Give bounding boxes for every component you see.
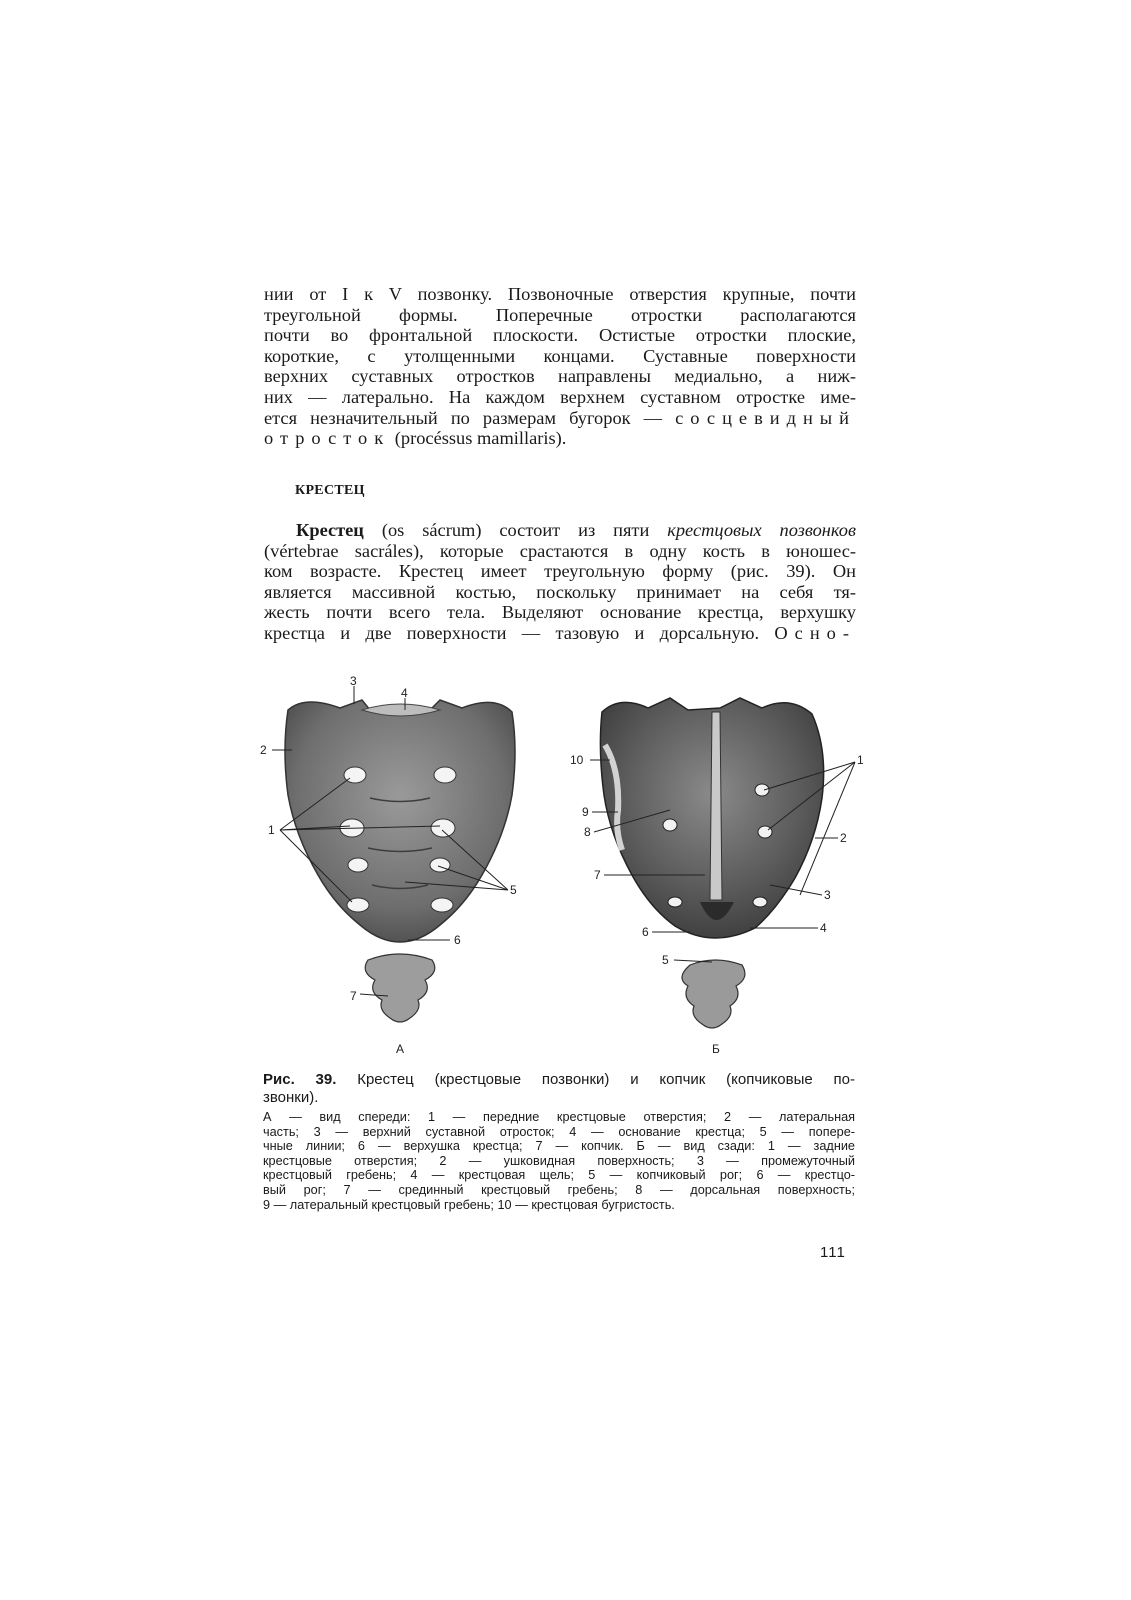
caption-line: чные линии; 6 — верхушка крестца; 7 — копчик. Б — вид сзади: 1 — задние bbox=[263, 1139, 855, 1154]
paragraph-sacrum bbox=[264, 520, 856, 644]
label-b-8: 8 bbox=[584, 825, 591, 839]
label-b-5: 5 bbox=[662, 953, 669, 967]
label-b-7: 7 bbox=[594, 868, 601, 882]
posterior-sacral-foramen bbox=[668, 897, 682, 907]
caption-line: вый рог; 7 — срединный крестцовый гребень; 8 — дорсальная поверхность; bbox=[263, 1182, 855, 1197]
label-a-7: 7 bbox=[350, 989, 357, 1003]
coccyx-back bbox=[682, 960, 745, 1028]
anterior-sacral-foramen bbox=[434, 767, 456, 783]
caption-line: 9 — латеральный крестцовый гребень; 10 — крестцовая бугристость. bbox=[263, 1197, 675, 1212]
label-b-9: 9 bbox=[582, 805, 589, 819]
view-b-letter: Б bbox=[712, 1042, 720, 1056]
caption-text: Крестец (крестцовые позвонки) и копчик (копчиковые по- bbox=[336, 1071, 855, 1088]
bold-term: Крестец bbox=[296, 520, 364, 540]
latin-term: (procéssus mamillaris). bbox=[394, 428, 567, 449]
text-fragment: ется незначительный по размерам бугорок — bbox=[264, 407, 676, 428]
text-line: верхних суставных отростков направлены медиально, а ниж- bbox=[264, 366, 856, 387]
text-line bbox=[264, 408, 856, 429]
sacrum-front-view bbox=[272, 686, 515, 1022]
posterior-sacral-foramen bbox=[755, 784, 769, 796]
text-line: (vértebrae sacráles), которые срастаются в одну кость в юношес- bbox=[264, 540, 856, 561]
text-line: короткие, с утолщенными концами. Суставные поверхности bbox=[264, 345, 856, 366]
anterior-sacral-foramen bbox=[431, 819, 455, 837]
label-a-5: 5 bbox=[510, 883, 517, 897]
label-b-10: 10 bbox=[570, 753, 584, 767]
text-line bbox=[264, 428, 856, 449]
sacrum-back-view bbox=[590, 698, 855, 1028]
coccyx-front bbox=[365, 954, 435, 1022]
text-line: ком возрасте. Крестец имеет треугольную форму (рис. 39). Он bbox=[264, 561, 856, 582]
label-b-3: 3 bbox=[824, 888, 831, 902]
spaced-term: Осно- bbox=[774, 622, 856, 643]
text-line: них — латерально. На каждом верхнем суставном отростке име- bbox=[264, 386, 856, 407]
text-fragment: крестца и две поверхности — тазовую и дорсальную. bbox=[264, 622, 775, 643]
text-line bbox=[264, 520, 856, 541]
label-b-1: 1 bbox=[857, 753, 864, 767]
text-line bbox=[264, 623, 856, 644]
text-line: треугольной формы. Поперечные отростки располагаются bbox=[264, 304, 856, 325]
spaced-term: сосцевидный bbox=[675, 407, 856, 428]
figure-caption-title bbox=[263, 1071, 855, 1107]
caption-title-line bbox=[263, 1071, 855, 1089]
label-a-2: 2 bbox=[260, 743, 267, 757]
text-line: нии от I к V позвонку. Позвоночные отверстия крупные, почти bbox=[264, 284, 856, 304]
page-number: 111 bbox=[820, 1244, 846, 1261]
spaced-term: отросток bbox=[264, 428, 391, 449]
text-line: почти во фронтальной плоскости. Остистые отростки плоские, bbox=[264, 325, 856, 346]
label-b-2: 2 bbox=[840, 831, 847, 845]
posterior-sacral-foramen bbox=[663, 819, 677, 831]
figure-number: Рис. 39. bbox=[263, 1071, 337, 1088]
posterior-sacral-foramen bbox=[753, 897, 767, 907]
posterior-sacral-foramen bbox=[758, 826, 772, 838]
label-a-4: 4 bbox=[401, 686, 408, 700]
figure-caption-legend bbox=[263, 1110, 855, 1212]
median-sacral-crest bbox=[710, 712, 722, 900]
text-line: жесть почти всего тела. Выделяют основание крестца, верхушку bbox=[264, 602, 856, 623]
view-a-letter: А bbox=[396, 1042, 405, 1056]
text-line: является массивной костью, поскольку принимает на себя тя- bbox=[264, 581, 856, 602]
label-b-4: 4 bbox=[820, 921, 827, 935]
label-a-3: 3 bbox=[350, 674, 357, 688]
anterior-sacral-foramen bbox=[430, 858, 450, 872]
figure-sacrum-illustration bbox=[250, 670, 870, 1060]
anterior-sacral-foramen bbox=[348, 858, 368, 872]
anterior-sacral-foramen bbox=[431, 898, 453, 912]
label-a-6: 6 bbox=[454, 933, 461, 947]
caption-line: часть; 3 — верхний суставной отросток; 4 — основание крестца; 5 — попере- bbox=[263, 1124, 855, 1139]
italic-term: крестцовых позвонков bbox=[667, 520, 856, 540]
caption-line: крестцовые отверстия; 2 — ушковидная поверхность; 3 — промежуточный bbox=[263, 1153, 855, 1168]
paragraph-lumbar-vertebrae bbox=[264, 284, 856, 449]
caption-line: крестцовый гребень; 4 — крестцовая щель; 5 — копчиковый рог; 6 — крестцо- bbox=[263, 1168, 855, 1183]
label-a-1: 1 bbox=[268, 823, 275, 837]
section-heading: КРЕСТЕЦ bbox=[295, 483, 365, 498]
sacrum-drawing bbox=[250, 670, 870, 1060]
label-b-6: 6 bbox=[642, 925, 649, 939]
caption-line: А — вид спереди: 1 — передние крестцовые отверстия; 2 — латеральная bbox=[263, 1110, 855, 1124]
text-fragment: (os sácrum) состоит из пяти bbox=[363, 520, 668, 540]
caption-title-line: звонки). bbox=[263, 1089, 319, 1106]
sacrum-front-bone bbox=[285, 700, 515, 942]
